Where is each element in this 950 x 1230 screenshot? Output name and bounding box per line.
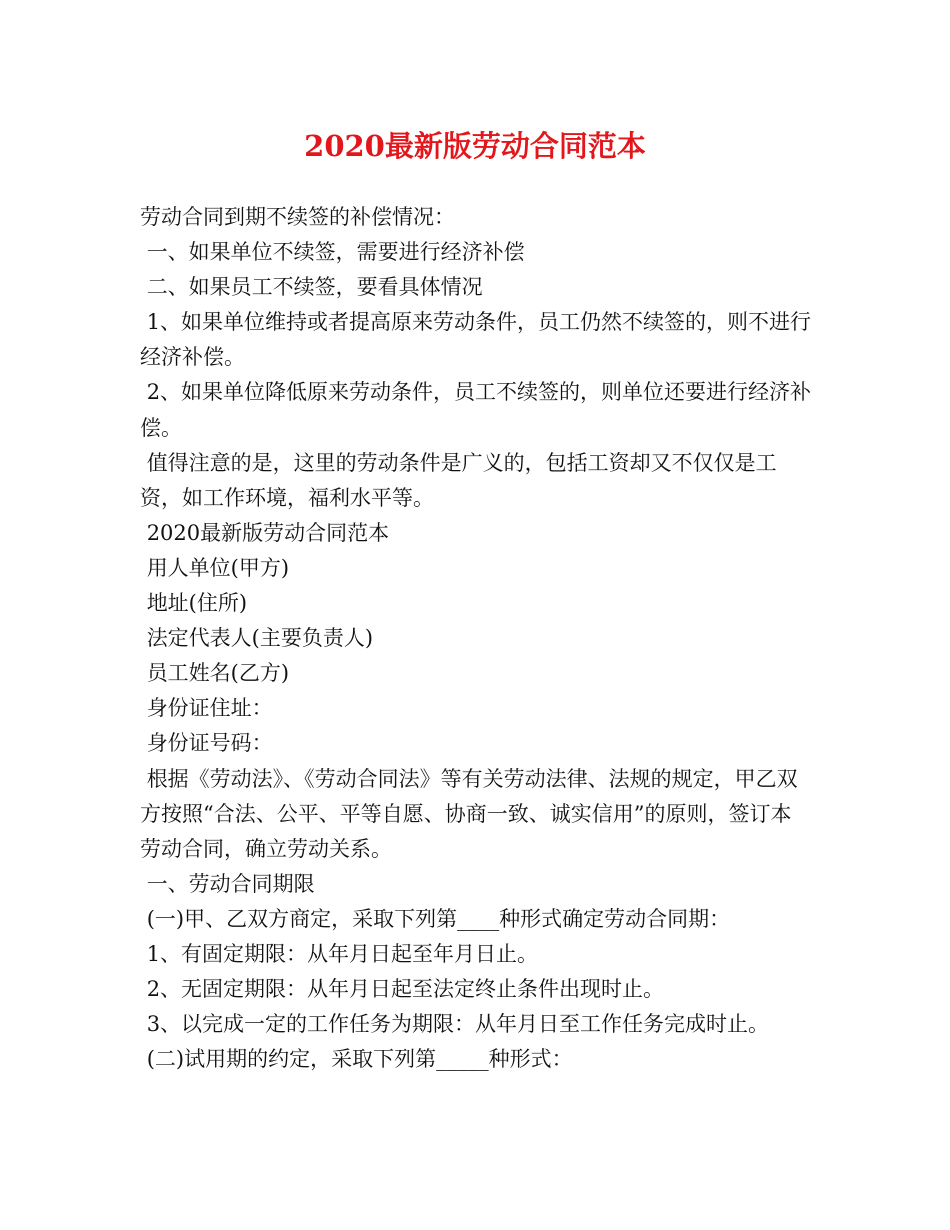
paragraph: 二、如果员工不续签，要看具体情况: [140, 275, 483, 300]
paragraph: 用人单位(甲方): [140, 555, 290, 580]
document-body: [140, 200, 812, 1077]
paragraph: 身份证住址：: [140, 696, 273, 721]
paragraph: 1、有固定期限：从年月日起至年月日止。: [140, 941, 539, 966]
paragraph: 3、以完成一定的工作任务为期限：从年月日至工作任务完成时止。: [140, 1012, 770, 1037]
paragraph: (二)试用期的约定，采取下列第_____种形式：: [140, 1047, 573, 1072]
paragraph: 法定代表人(主要负责人): [140, 626, 374, 651]
paragraph: 根据《劳动法》、《劳动合同法》等有关劳动法律、法规的规定，甲乙双方按照“合法、公平、平等自愿、协商一致、诚实信用”的原则，签订本劳动合同，确立劳动关系。: [140, 766, 798, 861]
paragraph: 员工姓名(乙方): [140, 661, 290, 686]
paragraph: 一、劳动合同期限: [140, 871, 315, 896]
paragraph: 2、如果单位降低原来劳动条件，员工不续签的，则单位还要进行经济补偿。: [140, 380, 812, 440]
paragraph: 2020最新版劳动合同范本: [140, 520, 390, 545]
paragraph: 地址(住所): [140, 591, 248, 616]
paragraph: 值得注意的是，这里的劳动条件是广义的，包括工资却又不仅仅是工资，如工作环境，福利水平等。: [140, 450, 777, 510]
document-title: 2020最新版劳动合同范本: [304, 129, 646, 163]
paragraph: 身份证号码：: [140, 731, 273, 756]
paragraph: 一、如果单位不续签，需要进行经济补偿: [140, 240, 525, 265]
paragraph: 劳动合同到期不续签的补偿情况：: [140, 205, 455, 229]
paragraph: (一)甲、乙双方商定，采取下列第____种形式确定劳动合同期：: [140, 906, 731, 931]
paragraph: 2、无固定期限：从年月日起至法定终止条件出现时止。: [140, 977, 665, 1002]
paragraph: 1、如果单位维持或者提高原来劳动条件，员工仍然不续签的，则不进行经济补偿。: [140, 310, 812, 370]
